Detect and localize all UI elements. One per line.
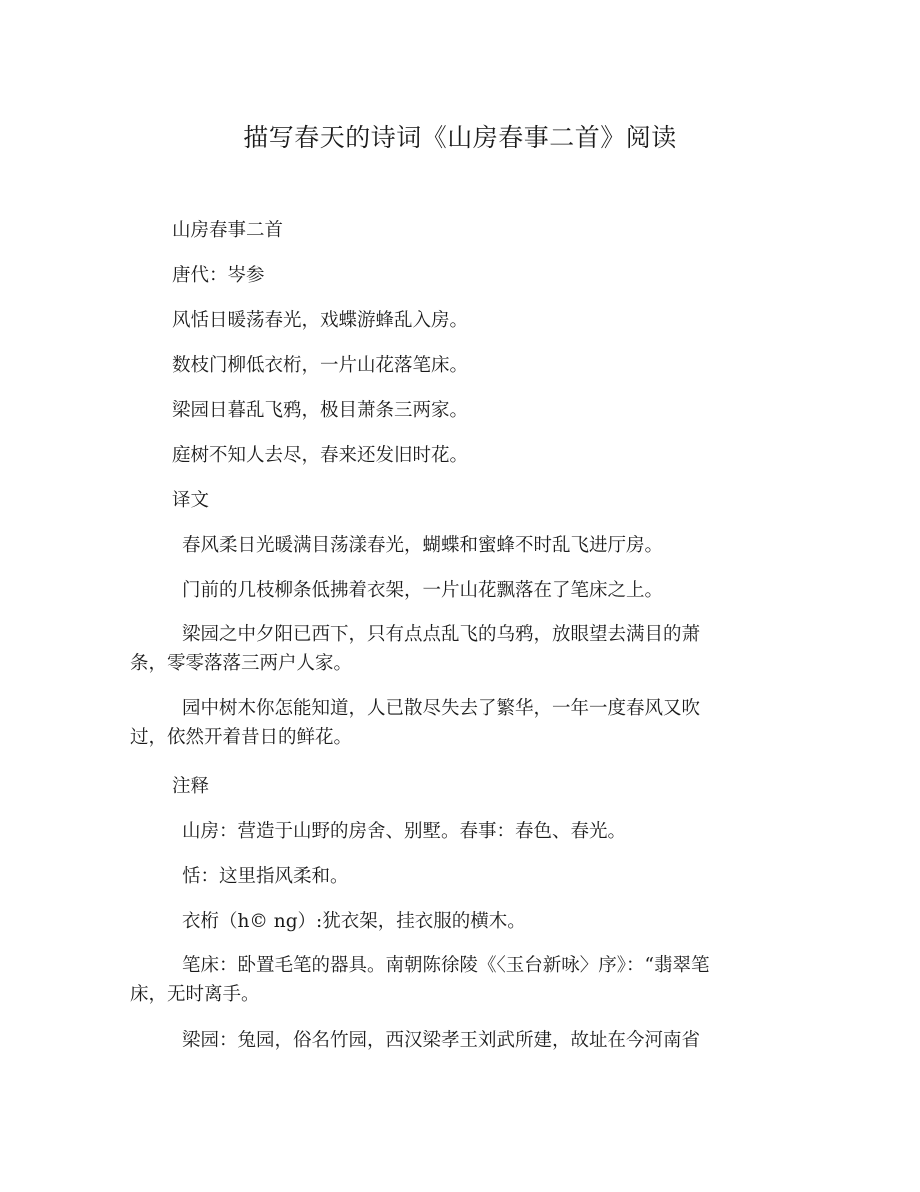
translation-paragraph: 梁园之中夕阳已西下，只有点点乱飞的乌鸦，放眼望去满目的萧条，零零落落三两户人家。 <box>130 624 701 674</box>
poem-author: 唐代：岑参 <box>172 265 265 286</box>
note-paragraph: 笔床：卧置毛笔的器具。南朝陈徐陵《〈玉台新咏〉序》：“翡翠笔床，无时离手。 <box>130 955 710 1005</box>
translation-heading: 译文 <box>172 490 210 511</box>
note-paragraph: 恬：这里指风柔和。 <box>182 866 349 887</box>
poem-line: 数枝门柳低衣桁，一片山花落笔床。 <box>172 355 469 376</box>
document-title: 描写春天的诗词《山房春事二首》阅读 <box>243 123 677 152</box>
note-paragraph: 山房：营造于山野的房舍、别墅。春事：春色、春光。 <box>182 821 627 842</box>
translation-paragraph: 门前的几枝柳条低拂着衣架，一片山花飘落在了笔床之上。 <box>182 580 664 601</box>
note-paragraph: 梁园：兔园，俗名竹园，西汉梁孝王刘武所建，故址在今河南省 <box>182 1030 701 1051</box>
poem-line: 梁园日暮乱飞鸦，极目萧条三两家。 <box>172 400 469 421</box>
poem-line: 风恬日暖荡春光，戏蝶游蜂乱入房。 <box>172 310 469 331</box>
translation-paragraph: 春风柔日光暖满目荡漾春光，蝴蝶和蜜蜂不时乱飞进厅房。 <box>182 535 664 556</box>
poem-line: 庭树不知人去尽，春来还发旧时花。 <box>172 445 469 466</box>
translation-paragraph: 园中树木你怎能知道，人已散尽失去了繁华，一年一度春风又吹过，依然开着昔日的鲜花。 <box>130 698 701 748</box>
notes-heading: 注释 <box>172 776 210 797</box>
note-paragraph: 衣桁（h© ng）:犹衣架，挂衣服的横木。 <box>182 911 526 932</box>
poem-heading: 山房春事二首 <box>172 220 284 241</box>
